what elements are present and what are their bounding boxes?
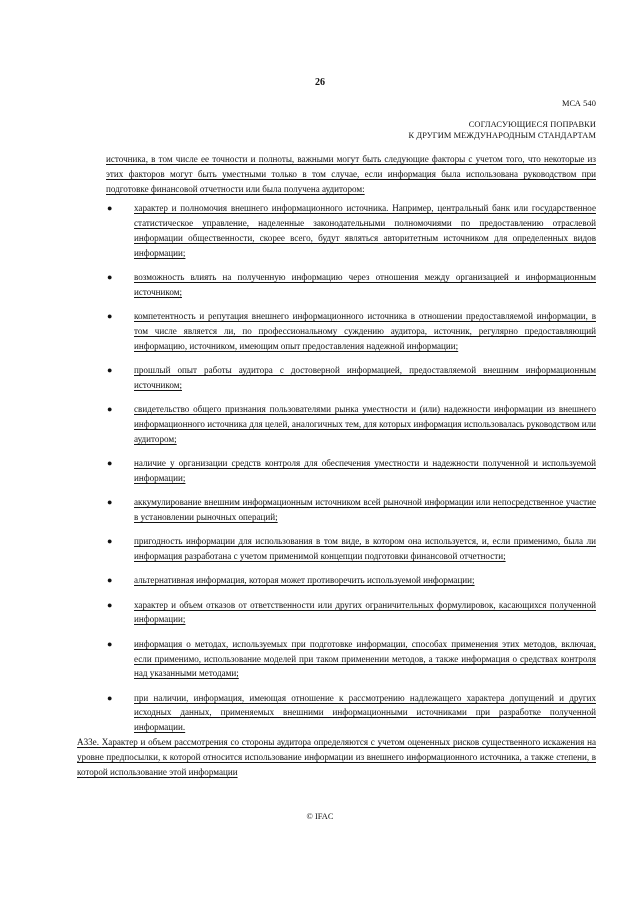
list-item [77,270,596,300]
list-item-text: информация о методах, используемых при подготовке информации, способах применения этих методов, включая, если применимо, использование моделей при таком применении методов, а также информация о средствах контроля над указанными методами; [134,638,596,679]
list-item-text: аккумулирование внешним информационным источником всей рыночной информации или непосредственное участие в установлении рыночных операций; [134,497,596,522]
list-item [77,201,596,260]
list-item [77,598,596,628]
bullet-icon: ● [107,638,113,649]
paragraph-a33e [77,735,596,779]
list-item [77,637,596,681]
list-item-text: компетентность и репутация внешнего информационного источника в отношении предоставляемой информации, в том числе является ли, по профессиональному суждению аудитора, источник, регулярно предоставляющий информацию, источником, имеющим опыт предоставления надежной информации; [134,311,596,351]
list-item-text: наличие у организации средств контроля для обеспечения уместности и надежности полученной и используемой информации; [134,458,596,483]
list-item [77,402,596,446]
list-item [77,363,596,393]
list-item-text: при наличии, информация, имеющая отношение к рассмотрению надлежащего характера допущений и других исходных данных, применяемых внешними информационными источниками при разработке полученной информации. [134,692,596,733]
paragraph-text: Характер и объем рассмотрения со стороны аудитора определяются с учетом оцененных рисков существенного искажения на уровне предпосылки, к которой относится использование информации из внешнего информационного источника, а также степени, в которой использование этой информации [77,737,596,777]
list-item [77,573,596,588]
list-item-text: характер и объем отказов от ответственности или других ограничительных формулировок, касающихся полученной информации; [134,599,596,625]
bullet-icon: ● [107,575,113,586]
list-item-text: свидетельство общего признания пользователями рынка уместности и (или) надежности информации из внешнего информационного источника для целей, аналогичных тем, для которых информация использовалась руководством или аудитором; [134,404,596,444]
list-item-text: прошлый опыт работы аудитора с достоверной информацией, предоставляемой внешним информационным источником; [134,365,596,390]
footer-copyright: © IFAC [306,812,334,821]
bullet-icon: ● [107,203,113,214]
bullet-icon: ● [107,692,113,703]
paragraph-label: A33e. [77,737,99,747]
bullet-icon: ● [107,536,113,547]
body-content [77,152,596,745]
list-item [77,309,596,353]
list-item-text: альтернативная информация, которая может противоречить используемой информации; [134,575,475,586]
list-item [77,691,596,735]
header-title-line-1: СОГЛАСУЮЩИЕСЯ ПОПРАВКИ [468,120,596,129]
list-item [77,495,596,525]
intro-paragraph: источника, в том числе ее точности и полноты, важными могут быть следующие факторы с учетом того, что некоторые из этих факторов могут быть уместными только в том случае, если информация была использована руководством при подготовке финансовой отчетности или была получена аудитором: [106,154,596,194]
factor-list [77,201,596,735]
bullet-icon: ● [107,365,113,376]
bullet-icon: ● [107,404,113,415]
list-item [77,456,596,486]
header-title-line-2: К ДРУГИМ МЕЖДУНАРОДНЫМ СТАНДАРТАМ [408,131,596,140]
header-standard: МСА 540 [561,99,596,108]
bullet-icon: ● [107,599,113,610]
bullet-icon: ● [107,272,113,283]
list-item-text: характер и полномочия внешнего информационного источника. Например, центральный банк или государственное статистическое управление, наделенные законодательными полномочиями по предоставлению отраслевой информации общественности, скорее всего, будут являться авторитетным источником для определенных видов информации; [134,203,596,258]
bullet-icon: ● [107,311,113,322]
list-item-text: пригодность информации для использования в том виде, в котором она используется, и, если применимо, была ли информация разработана с учетом применимой концепции подготовки финансовой отчетности; [134,536,596,562]
page-number: 26 [315,77,325,88]
list-item-text: возможность влиять на полученную информацию через отношения между организацией и информационным источником; [134,272,596,297]
bullet-icon: ● [107,458,113,469]
list-item [77,534,596,564]
bullet-icon: ● [107,497,113,508]
